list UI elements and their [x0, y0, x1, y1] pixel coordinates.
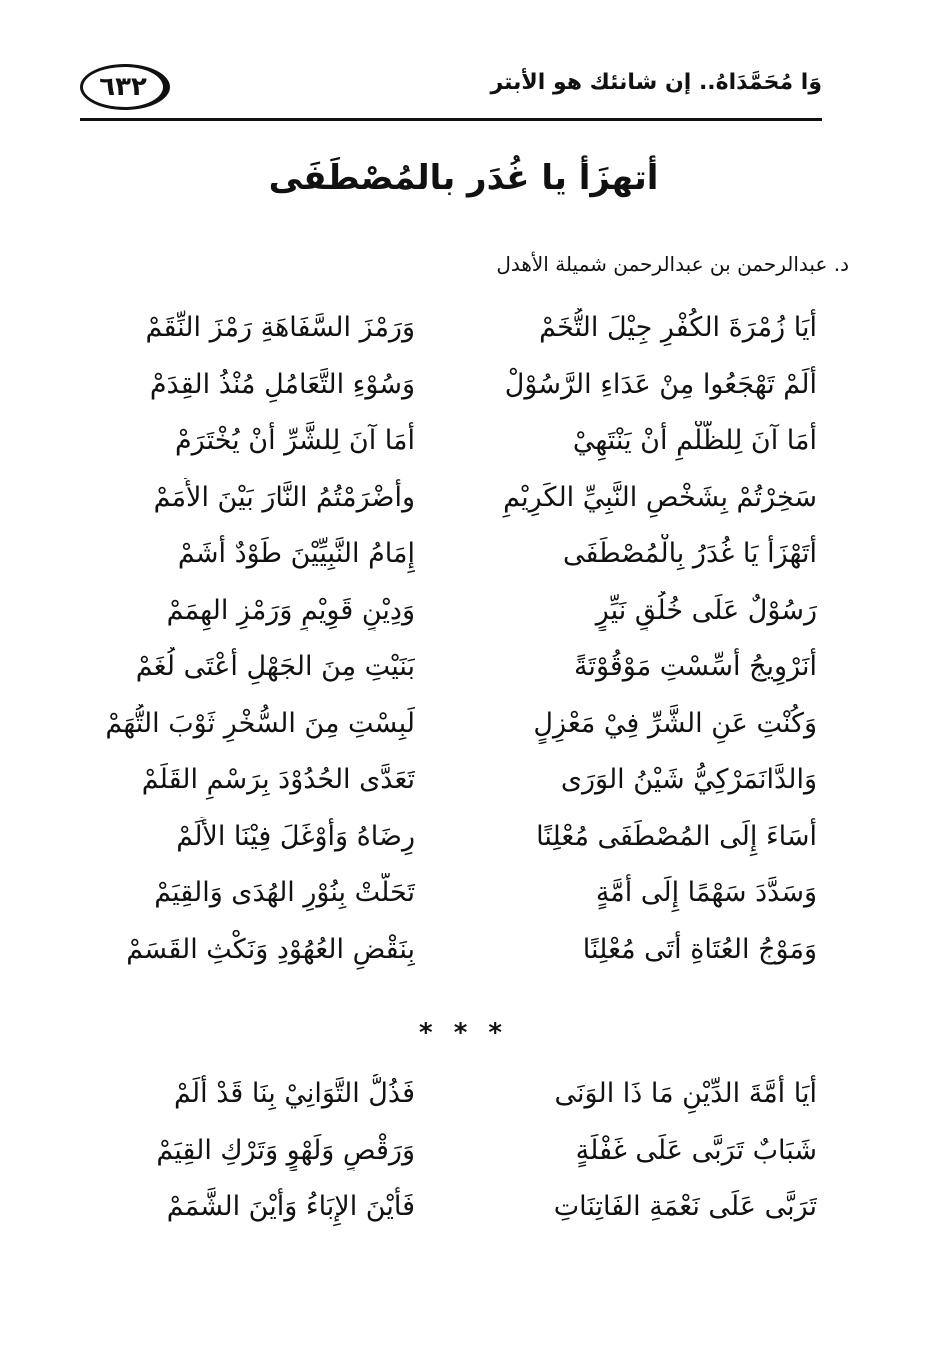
- first-hemistich: أَيَا زُمْرَةَ الكُفْرِ جِيْلَ التُّخَمْ: [539, 312, 817, 343]
- stanza-2: [0, 1066, 927, 1236]
- first-hemistich: وَكُنْتِ عَنِ الشَّرِّ فِيْ مَعْزِلٍ: [533, 707, 817, 739]
- second-hemistich: بَنَيْتِ مِنَ الجَهْلِ أَعْتَى لُغَمْ: [135, 651, 415, 682]
- verse: [0, 583, 927, 640]
- second-hemistich: وَرَمْزَ السَّفَاهَةِ رَمْزَ النِّقَمْ: [145, 312, 415, 343]
- verse: [0, 809, 927, 866]
- second-hemistich: وَسُوْءِ التَّعَامُلِ مُنْذُ القِدَمْ: [149, 368, 415, 400]
- verse: [0, 470, 927, 527]
- stanza-1: [0, 300, 927, 978]
- poem-title: أتهزَأ يا غُدَر بالمُصْطَفَى: [268, 158, 659, 198]
- verse: [0, 1066, 927, 1123]
- first-hemistich: رَسُوْلٌ عَلَى خُلُقٍ نَيِّرٍ: [595, 594, 817, 626]
- second-hemistich: إِمَامُ النَّبِيِّيْنَ طَوْدٌ أَشَمْ: [177, 538, 415, 569]
- verse: [0, 300, 927, 357]
- verse: [0, 696, 927, 753]
- verse: [0, 1123, 927, 1180]
- running-title: وَا مُحَمَّدَاهُ.. إن شانئك هو الأبتر: [490, 70, 822, 95]
- second-hemistich: بِنَقْضِ العُهُوْدِ وَنَكْثِ القَسَمْ: [126, 933, 415, 965]
- second-hemistich: وَرَقْصٍ وَلَهْوٍ وَتَرْكِ القِيَمْ: [156, 1134, 415, 1166]
- first-hemistich: أَتَهْزَأُ يَا غُدَرُ بِالْمُصْطَفَى: [563, 538, 817, 569]
- stanza-separator: * * *: [419, 1018, 508, 1048]
- first-hemistich: وَمَوْجُ العُتَاةِ أَتَى مُعْلِنًا: [582, 933, 817, 965]
- author-name: د. عبدالرحمن بن عبدالرحمن شميلة الأهدل: [496, 252, 849, 276]
- verse: [0, 922, 927, 979]
- verse: [0, 639, 927, 696]
- second-hemistich: لَبِسْتِ مِنَ السُّخْرِ ثَوْبَ التُّهَمْ: [105, 707, 415, 739]
- second-hemistich: وأَضْرَمْتُمُ النَّارَ بَيْنَ الأُمَمْ: [153, 481, 415, 513]
- first-hemistich: أَلَمْ تَهْجَعُوا مِنْ عَدَاءِ الرَّسُوْلْ: [504, 368, 817, 400]
- second-hemistich: فَذُلُّ التَّوَانِيْ بِنَا قَدْ أَلَمْ: [173, 1078, 415, 1109]
- first-hemistich: تَرَبَّى عَلَى نَعْمَةِ الفَاتِنَاتِ: [553, 1191, 817, 1222]
- verse: [0, 413, 927, 470]
- verse: [0, 1179, 927, 1236]
- second-hemistich: أَمَا آنَ لِلشَّرِّ أَنْ يُخْتَرَمْ: [174, 425, 415, 456]
- first-hemistich: وَالدَّانَمَرْكِيُّ شَيْنُ الوَرَى: [560, 764, 817, 795]
- verse: [0, 357, 927, 414]
- verse: [0, 752, 927, 809]
- first-hemistich: سَخِرْتُمْ بِشَخْصِ النَّبِيِّ الكَرِيْمِ: [503, 481, 817, 513]
- second-hemistich: رِضَاهُ وَأَوْغَلَ فِيْنَا الأَلَمْ: [176, 820, 415, 852]
- first-hemistich: أَنَرْوِيجُ أُسِّسْتِ مَوْقُوْتَةً: [573, 651, 817, 682]
- verse: [0, 865, 927, 922]
- first-hemistich: أَيَا أُمَّةَ الدِّيْنِ مَا ذَا الوَنَى: [554, 1078, 817, 1109]
- first-hemistich: شَبَابٌ تَرَبَّى عَلَى غَفْلَةٍ: [575, 1134, 817, 1166]
- page-header: [80, 62, 822, 121]
- second-hemistich: وَدِيْنٍ قَوِيْمٍ وَرَمْزِ الهِمَمْ: [166, 594, 415, 626]
- first-hemistich: أَمَا آنَ لِلظُّلْمِ أَنْ يَنْتَهِيْ: [572, 425, 817, 456]
- second-hemistich: فَأَيْنَ الإِبَاءُ وَأَيْنَ الشَّمَمْ: [166, 1191, 415, 1222]
- second-hemistich: تَحَلَّتْ بِنُوْرِ الهُدَى وَالقِيَمْ: [154, 877, 415, 908]
- second-hemistich: تَعَدَّى الحُدُوْدَ بِرَسْمِ القَلَمْ: [141, 764, 415, 795]
- first-hemistich: أَسَاءَ إِلَى المُصْطَفَى مُعْلِنًا: [536, 820, 817, 852]
- page-number: ٦٣٢: [80, 64, 170, 110]
- verse: [0, 526, 927, 583]
- first-hemistich: وَسَدَّدَ سَهْمًا إِلَى أُمَّةٍ: [595, 877, 817, 908]
